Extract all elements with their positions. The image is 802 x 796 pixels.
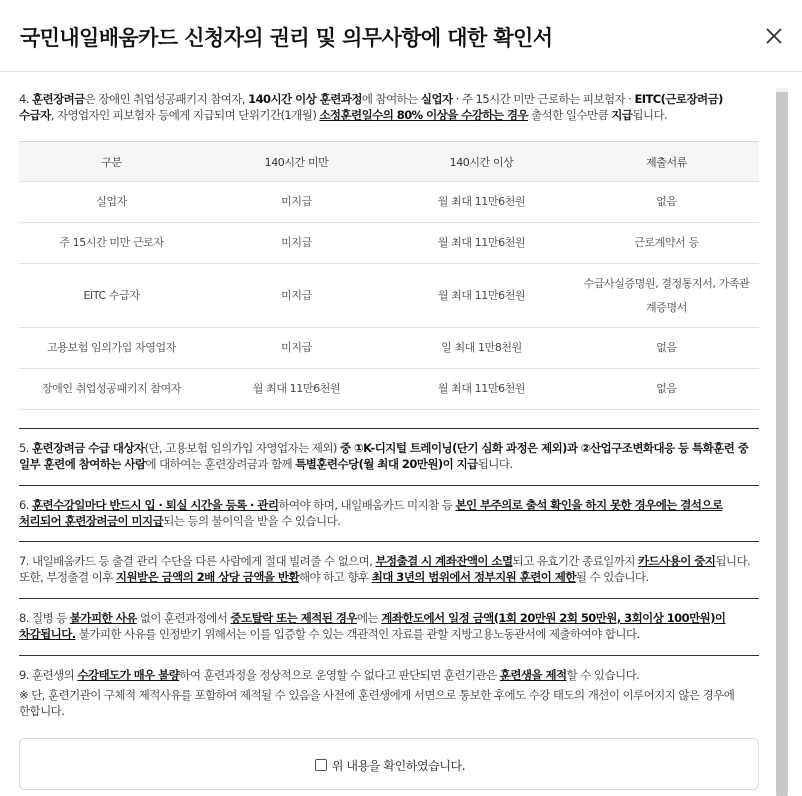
section-8-text	[19, 610, 759, 642]
text-segment: 7. 내일배움카드 등 출결 관리 수단을 다른 사람에게 절대 빌려줄 수 없으며,	[19, 554, 376, 568]
text-segment: · 주 15시간 미만 근로하는 피보험자 ·	[452, 92, 635, 106]
text-segment: 중 ①K-디지털 트레이닝(단기 심화 과정은 제외)과 ②산업구조변화대응 등 특화훈련 중 일부 훈련에 참여하는 사람	[19, 441, 749, 471]
text-segment: 중도탈락 또는 제적된 경우	[230, 611, 357, 625]
text-segment: 하여 훈련과정을 정상적으로 운영할 수 없다고 판단되면 훈련기관은	[179, 668, 500, 682]
section-7-text	[19, 553, 759, 585]
text-segment: 에 참여하는	[361, 92, 421, 106]
section-4-text	[19, 91, 759, 123]
close-icon[interactable]	[762, 24, 786, 48]
modal-header	[0, 0, 802, 72]
table-cell: 없음	[574, 182, 759, 223]
table-header-cell: 구분	[19, 142, 204, 182]
table-cell: 일 최대 1만8천원	[389, 328, 574, 369]
table-cell: 없음	[574, 328, 759, 369]
text-segment: 최대 3년의 범위에서 정부지원 훈련이 제한	[371, 570, 576, 584]
text-segment: 본인 부주의로 출석 확인을 하지 못한 경우에는 결석으로 처리되어 훈련장려금이 미지급	[19, 498, 723, 528]
text-segment: 4.	[19, 92, 32, 106]
text-segment: (단, 고용보험 임의가입 자영업자는 제외)	[144, 441, 340, 455]
confirm-row[interactable]	[20, 739, 760, 791]
text-segment: 140시간 이상 훈련과정	[248, 92, 362, 106]
table-cell: 미지급	[204, 328, 389, 369]
table-cell: 없음	[574, 369, 759, 410]
text-segment: 에 대하여는 훈련장려금과 함께	[145, 457, 296, 471]
text-segment: 에는	[357, 611, 382, 625]
table-header-cell: 140시간 이상	[389, 142, 574, 182]
text-segment: 불가피한 사유를 인정받기 위해서는 이를 입증할 수 있는 객관적인 자료를 관할 지방고용노동관서에 제출하여야 합니다.	[75, 627, 640, 641]
text-segment: 되는 등의 불이익을 받을 수 있습니다.	[163, 514, 341, 528]
text-segment: 되고 유효기간 종료일까지	[512, 554, 638, 568]
modal-body-scroll-area[interactable]	[0, 73, 802, 796]
text-segment: 없이 훈련과정에서	[136, 611, 231, 625]
text-segment: 해야 하고 향후	[299, 570, 372, 584]
section-divider	[19, 541, 759, 542]
section-6-text	[19, 497, 759, 529]
section-divider	[19, 428, 759, 429]
table-cell: 주 15시간 미만 근로자	[19, 223, 204, 264]
scrollbar-thumb[interactable]	[776, 92, 788, 796]
table-cell: 월 최대 11만6천원	[389, 223, 574, 264]
table-cell: 월 최대 11만6천원	[204, 369, 389, 410]
modal-title: 국민내일배움카드 신청자의 권리 및 의무사항에 대한 확인서	[20, 26, 553, 50]
section-divider	[19, 598, 759, 599]
text-segment: 훈련장려금	[31, 92, 85, 106]
confirm-label[interactable]: 위 내용을 확인하였습니다.	[331, 758, 466, 773]
table-cell: 월 최대 11만6천원	[389, 182, 574, 223]
text-segment: 계좌한도에서 일정 금액(1회 20만원 2회 50만원, 3회이상 100만원)이 차감됩니다.	[19, 611, 726, 641]
table-header-cell: 140시간 미만	[204, 142, 389, 182]
text-segment: , 자영업자인 피보험자 등에게 지급되며 단위기간(1개월)	[50, 108, 320, 122]
table-cell: 월 최대 11만6천원	[389, 369, 574, 410]
table-row	[19, 369, 759, 410]
text-segment: 8. 질병 등	[19, 611, 70, 625]
text-segment: 할 수 있습니다.	[566, 668, 640, 682]
table-cell: 근로계약서 등	[574, 223, 759, 264]
table-cell: 고용보험 임의가입 자영업자	[19, 328, 204, 369]
table-cell: 실업자	[19, 182, 204, 223]
table-header-row	[19, 142, 759, 182]
text-segment: 훈련생을 제적	[499, 668, 567, 682]
allowance-table	[19, 141, 759, 410]
text-segment: 됩니다.	[632, 108, 668, 122]
text-segment: 하여야 하며, 내일배움카드 미지참 등	[278, 498, 456, 512]
section-divider	[19, 485, 759, 486]
table-header-cell: 제출서류	[574, 142, 759, 182]
text-segment: 부정출결 시 계좌잔액이 소멸	[375, 554, 513, 568]
text-segment: 카드사용이 중지	[638, 554, 716, 568]
table-row	[19, 182, 759, 223]
section-divider	[19, 655, 759, 656]
confirm-checkbox[interactable]	[315, 759, 327, 771]
text-segment: EITC(근로장려금) 수급자	[19, 92, 723, 122]
table-cell: EITC 수급자	[19, 264, 204, 328]
section-9-note: ※ 단, 훈련기관이 구체적 제적사유를 포함하여 제적될 수 있음을 사전에 훈련생에게 서면으로 통보한 후에도 수강 태도의 개선이 이루어지지 않은 경우에 한합니다.	[19, 688, 735, 718]
text-segment: 소정훈련일수의 80% 이상을 수강하는 경우	[319, 108, 529, 122]
text-segment: 지급	[611, 108, 633, 122]
text-segment: 6.	[19, 498, 32, 512]
text-segment: 출석한 일수만큼	[528, 108, 612, 122]
table-cell: 미지급	[204, 264, 389, 328]
text-segment: 실업자	[420, 92, 453, 106]
table-cell: 장애인 취업성공패키지 참여자	[19, 369, 204, 410]
text-segment: 지원받은 금액의 2배 상당 금액을 반환	[115, 570, 300, 584]
table-row	[19, 264, 759, 328]
section-5-text	[19, 440, 759, 472]
table-row	[19, 328, 759, 369]
table-cell: 월 최대 11만6천원	[389, 264, 574, 328]
text-segment: 됩니다.	[477, 457, 513, 471]
text-segment: 특별훈련수당(월 최대 20만원)이 지급	[295, 457, 478, 471]
text-segment: 5.	[19, 441, 32, 455]
table-cell: 미지급	[204, 223, 389, 264]
confirm-checkbox-box[interactable]	[19, 738, 759, 790]
table-cell: 수급사실증명원, 결정통지서, 가족관계증명서	[574, 264, 759, 328]
text-segment: 은 장애인 취업성공패키지 참여자,	[84, 92, 249, 106]
text-segment: 될 수 있습니다.	[575, 570, 649, 584]
text-segment: 됩니다. 또한, 부정출결 이후	[19, 554, 751, 584]
table-row	[19, 223, 759, 264]
text-segment: 불가피한 사유	[69, 611, 137, 625]
text-segment: 훈련수강일마다 반드시 입 · 퇴실 시간을 등록 · 관리	[31, 498, 279, 512]
section-9-text	[19, 667, 759, 683]
text-segment: 수강태도가 매우 불량	[77, 668, 180, 682]
text-segment: 9. 훈련생의	[19, 668, 78, 682]
table-cell: 미지급	[204, 182, 389, 223]
text-segment: 훈련장려금 수급 대상자	[31, 441, 145, 455]
